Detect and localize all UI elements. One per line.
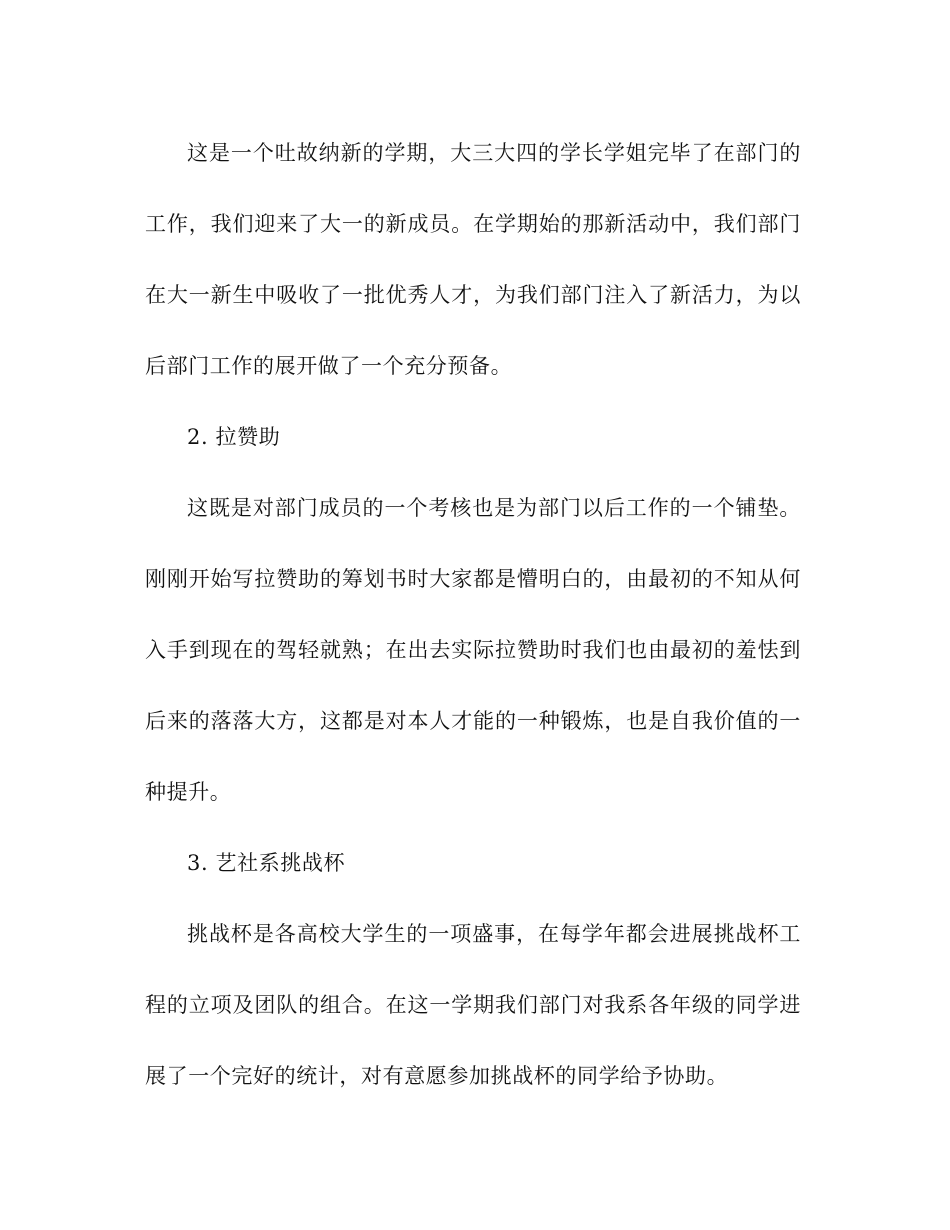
paragraph-challenge-cup: 挑战杯是各高校大学生的一项盛事，在每学年都会进展挑战杯工程的立项及团队的组合。在这一学期我们部门对我系各年级的同学进展了一个完好的统计，对有意愿参加挑战杯的同学给予协助。 — [145, 922, 801, 1088]
paragraph-new-members: 这是一个吐故纳新的学期，大三大四的学长学姐完毕了在部门的工作，我们迎来了大一的新成员。在学期始的那新活动中，我们部门在大一新生中吸收了一批优秀人才，为我们部门注入了新活力，为以后部门工作的展开做了一个充分预备。 — [145, 141, 801, 378]
section-heading-sponsorship: 2. 拉赞助 — [187, 425, 281, 449]
section-heading-challenge-cup: 3. 艺社系挑战杯 — [187, 851, 346, 875]
document-body — [145, 118, 801, 1112]
paragraph-sponsorship: 这既是对部门成员的一个考核也是为部门以后工作的一个铺垫。刚刚开始写拉赞助的筹划书时大家都是懵明白的，由最初的不知从何入手到现在的驾轻就熟；在出去实际拉赞助时我们也由最初的羞怯到后来的落落大方，这都是对本人才能的一种锻炼，也是自我价值的一种提升。 — [145, 496, 801, 804]
